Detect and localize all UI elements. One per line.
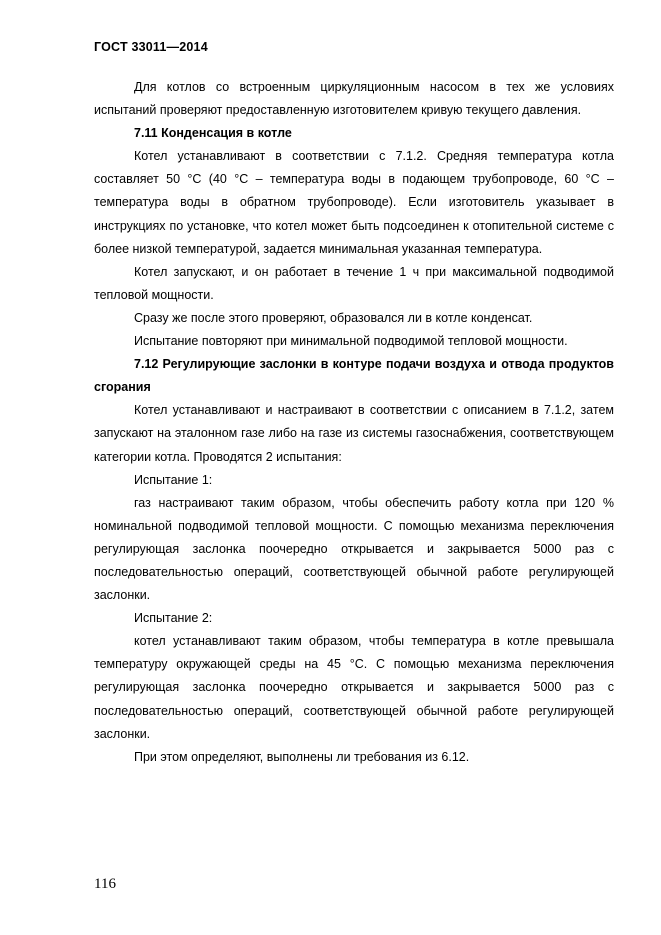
- paragraph-boiler-setup: Котел устанавливают в соответствии с 7.1.2. Средняя температура котла составляет 50 °С (40 °С – температура воды в подающем трубопроводе, 60 °С – температура воды в обратном трубопроводе). Если изготовитель указывает в инструкциях по установке, что котел может быть подсоединен к отопительной системе с более низкой температурой, задается минимальная указанная температура.: [94, 149, 614, 256]
- document-header: ГОСТ 33011—2014: [94, 40, 208, 54]
- paragraph-test-2: котел устанавливают таким образом, чтобы температура в котле превышала температуру окружающей среды на 45 °С. С помощью механизма переключения регулирующая заслонка поочередно открывается и закрывается 5000 раз с последовательностью операций, соответствующей обычной работе регулирующей заслонки.: [94, 634, 614, 741]
- paragraph-requirements-check: При этом определяют, выполнены ли требования из 6.12.: [134, 749, 470, 764]
- section-heading-7-11: 7.11 Конденсация в котле: [134, 126, 292, 141]
- paragraph-damper-setup: Котел устанавливают и настраивают в соответствии с описанием в 7.1.2, затем запускают на эталонном газе либо на газе из системы газоснабжения, соответствующем категории котла. Проводятся 2 испытания:: [94, 403, 614, 464]
- paragraph-pump-curve: Для котлов со встроенным циркуляционным насосом в тех же условиях испытаний проверяют предоставленную изготовителем кривую текущего давления.: [94, 80, 614, 118]
- test-1-label: Испытание 1:: [134, 472, 213, 487]
- section-heading-7-12: 7.12 Регулирующие заслонки в контуре подачи воздуха и отвода продуктов сгорания: [94, 357, 614, 395]
- paragraph-condensate-check: Сразу же после этого проверяют, образовался ли в котле конденсат.: [134, 310, 533, 325]
- document-body: [94, 76, 614, 769]
- paragraph-test-1: газ настраивают таким образом, чтобы обеспечить работу котла при 120 % номинальной подводимой тепловой мощности. С помощью механизма переключения регулирующая заслонка поочередно открывается и закрывается 5000 раз с последовательностью операций, соответствующей обычной работе регулирующей заслонки.: [94, 495, 614, 603]
- page-number: 116: [94, 876, 116, 892]
- paragraph-test-repeat: Испытание повторяют при минимальной подводимой тепловой мощности.: [134, 334, 568, 349]
- test-2-label: Испытание 2:: [134, 611, 213, 626]
- paragraph-boiler-run: Котел запускают, и он работает в течение 1 ч при максимальной подводимой тепловой мощности.: [94, 264, 614, 302]
